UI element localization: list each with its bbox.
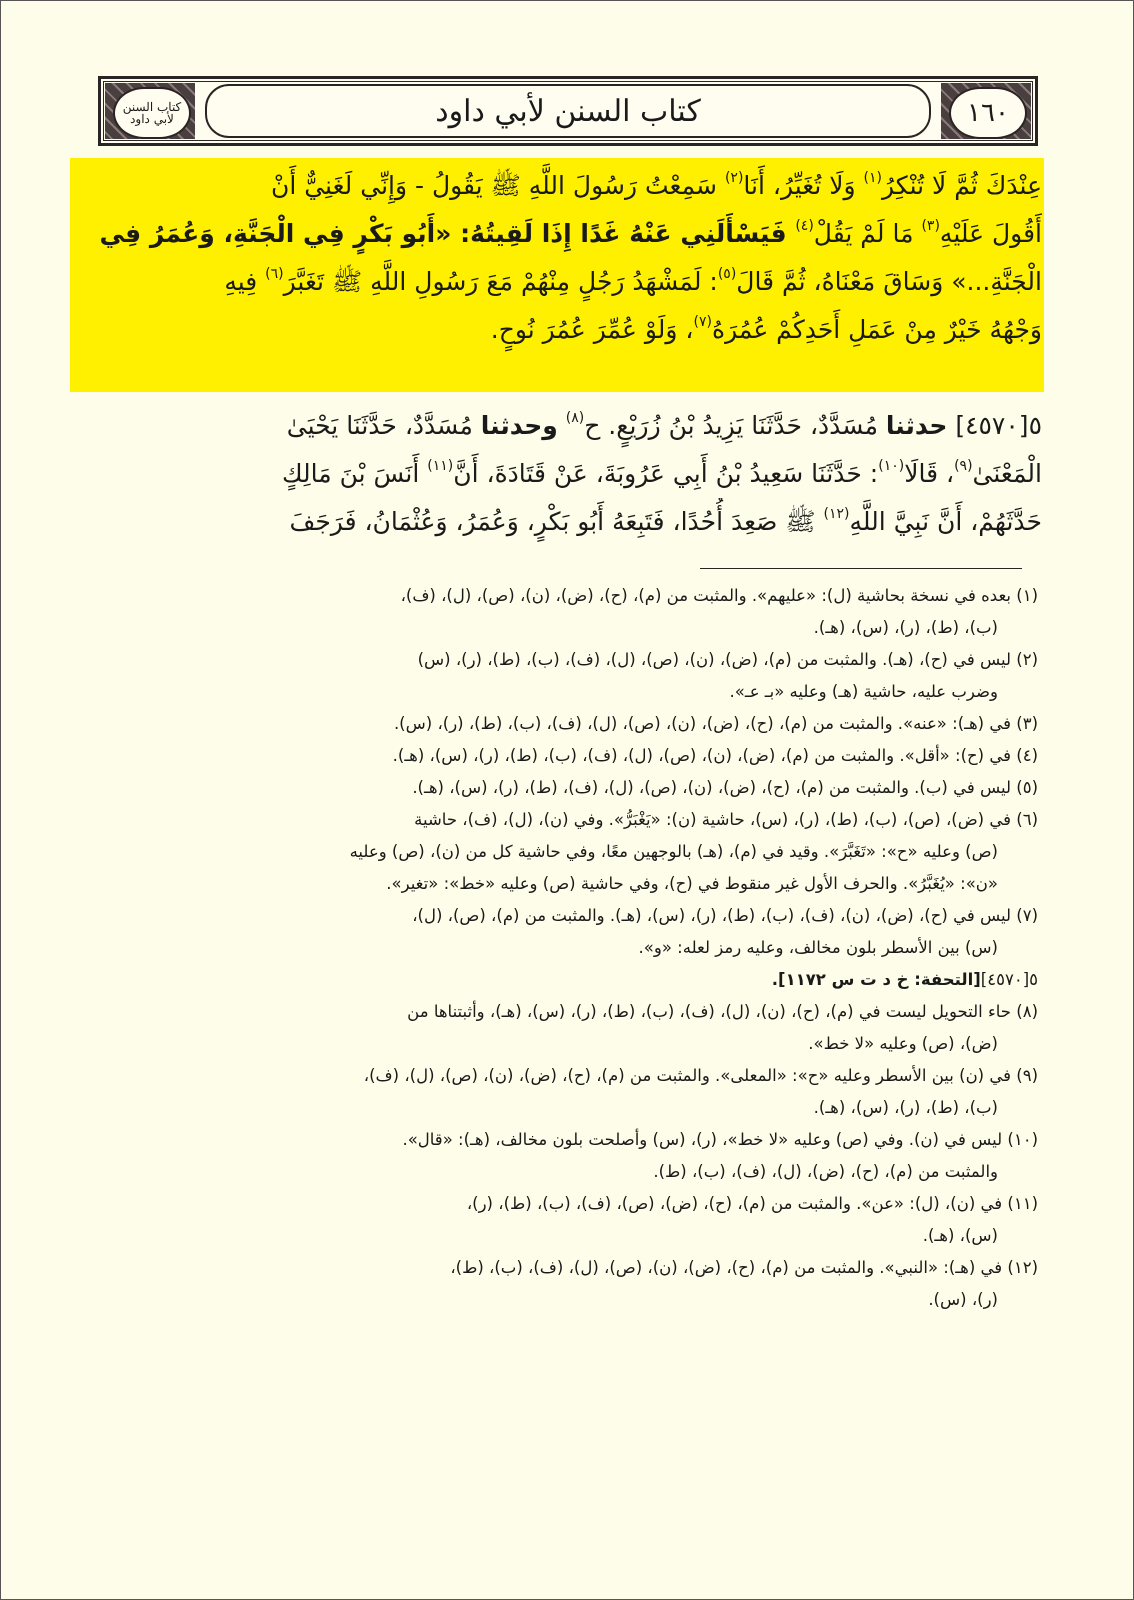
footnote-separator <box>700 568 1022 569</box>
text-run: حدثنا <box>885 411 948 440</box>
footnote-line: (ص) وعليه «ح»: «تَغَبَّرَ». وقيد في (م)، (هـ) بالوجهين معًا، وفي حاشية كل من (ن)، (ص) وعليه <box>349 842 998 861</box>
logo-ornament <box>105 83 195 139</box>
page-header <box>98 76 1038 146</box>
text-run: عِنْدَكَ ثُمَّ لَا تُنْكِرُ <box>882 171 1042 200</box>
text-run: ﷺ صَعِدَ أُحُدًا، فَتَبِعَهُ أَبُو بَكْرٍ، وَعُمَرُ، وَعُثْمَانُ، فَرَجَفَ <box>289 507 824 536</box>
footnote-12 <box>96 1252 1038 1316</box>
passage-line <box>96 210 1042 258</box>
text-run: : لَمَشْهَدُ رَجُلٍ مِنْهُمْ مَعَ رَسُولِ اللَّهِ ﷺ تَغَبَّرَ <box>283 267 718 296</box>
hadith-line <box>96 498 1042 546</box>
footnote-line: (٤) في (ح): «أقل». والمثبت من (م)، (ض)، (ن)، (ص)، (ل)، (ف)، (ب)، (ط)، (ر)، (س)، (هـ). <box>392 746 1038 765</box>
footnote-line: والمثبت من (م)، (ح)، (ض)، (ل)، (ف)، (ب)، (ط). <box>653 1162 998 1181</box>
page-number-ornament <box>941 83 1031 139</box>
footnote-line: (٥) ليس في (ب). والمثبت من (م)، (ح)، (ض)، (ن)، (ص)، (ل)، (ف)، (ط)، (ر)، (س)، (هـ). <box>412 778 1038 797</box>
reference-number: ٥[٤٥٧٠] <box>980 970 1038 989</box>
footnote-line: (١٠) ليس في (ن). وفي (ص) وعليه «لا خط»، (ر)، (س) وأصلحت بلون مخالف، (هـ): «قال». <box>402 1130 1038 1149</box>
footnote-3 <box>96 708 1038 740</box>
hadith-line <box>96 450 1042 498</box>
footnote-line: (ض)، (ص) وعليه «لا خط». <box>808 1034 998 1053</box>
book-logo: كتاب السنن لأبي داود <box>113 87 191 139</box>
footnote-line: (١١) في (ن)، (ل): «عن». والمثبت من (م)، (ح)، (ض)، (ص)، (ف)، (ب)، (ط)، (ر)، <box>466 1194 1038 1213</box>
footnote-line: (ب)، (ط)، (ر)، (س)، (هـ). <box>813 618 998 637</box>
book-title: كتاب السنن لأبي داود <box>205 84 931 138</box>
footnote-ref[interactable]: (٨) <box>565 410 585 426</box>
text-run: : حَدَّثَنَا سَعِيدُ بْنُ أَبِي عَرُوبَةَ، عَنْ قَتَادَةَ، أَنَّ <box>453 459 879 488</box>
text-run: وَجْهُهُ خَيْرٌ مِنْ عَمَلِ أَحَدِكُمْ عُمُرَهُ <box>711 315 1042 344</box>
passage-line <box>96 306 1042 354</box>
footnote-1 <box>96 580 1038 644</box>
footnote-ref[interactable]: (٤) <box>795 218 814 234</box>
footnote-line: (س) بين الأسطر بلون مخالف، وعليه رمز لعله: «و». <box>638 938 998 957</box>
hadith-number: ٥[٤٥٧٠] <box>947 411 1042 440</box>
footnotes <box>96 580 1038 1316</box>
footnote-line: (س)، (هـ). <box>922 1226 998 1245</box>
footnote-4 <box>96 740 1038 772</box>
footnote-7 <box>96 900 1038 964</box>
hadith-text <box>96 402 1042 546</box>
footnote-ref[interactable]: (١١) <box>427 458 454 474</box>
footnote-9 <box>96 1060 1038 1124</box>
footnote-ref[interactable]: (١٢) <box>823 506 850 522</box>
footnote-line: (٣) في (هـ): «عنه». والمثبت من (م)، (ح)، (ض)، (ن)، (ص)، (ل)، (ف)، (ب)، (ط)، (ر)، (س). <box>393 714 1038 733</box>
text-run: وَلَا تُغَيِّرُ، أَنَا <box>743 171 864 200</box>
footnote-ref[interactable]: (٣) <box>921 218 940 234</box>
footnote-line: (٩) في (ن) بين الأسطر وعليه «ح»: «المعلى». والمثبت من (م)، (ح)، (ض)، (ن)، (ص)، (ل)، (ف)، <box>363 1066 1038 1085</box>
text-run: مَا لَمْ يَقُلْ <box>813 219 922 248</box>
footnote-ref[interactable]: (٧) <box>693 314 712 330</box>
tuhfa-reference <box>96 964 1038 996</box>
footnote-line: وضرب عليه، حاشية (هـ) وعليه «بـ عـ». <box>729 682 998 701</box>
text-run: سَمِعْتُ رَسُولَ اللَّهِ ﷺ يَقُولُ - وَإِنِّي لَغَنِيٌّ أَنْ <box>270 171 725 200</box>
text-run: الْجَنَّةِ...» وَسَاقَ مَعْنَاهُ، ثُمَّ قَالَ <box>736 267 1042 296</box>
footnote-ref[interactable]: (٢) <box>724 170 744 186</box>
footnote-10 <box>96 1124 1038 1188</box>
text-run: وحدثنا <box>480 411 558 440</box>
footnote-8 <box>96 996 1038 1060</box>
text-run: ، قَالَا <box>904 459 955 488</box>
text-run: الْمَعْنَىٰ <box>972 459 1042 488</box>
footnote-ref[interactable]: (٩) <box>954 458 973 474</box>
text-run <box>558 411 566 440</box>
footnote-line: (٢) ليس في (ح)، (هـ). والمثبت من (م)، (ض)، (ن)، (ص)، (ل)، (ف)، (ب)، (ط)، (ر)، (س) <box>417 650 1038 669</box>
passage-line <box>96 162 1042 210</box>
footnote-5 <box>96 772 1038 804</box>
footnote-ref[interactable]: (٥) <box>717 266 737 282</box>
footnote-line: (٦) في (ض)، (ص)، (ب)، (ط)، (ر)، (س)، حاشية (ن): «يَغْبَرُّ». وفي (ن)، (ل)، (ف)، حاشية <box>414 810 1038 829</box>
passage-line <box>96 258 1042 306</box>
footnote-line: (١) بعده في نسخة بحاشية (ل): «عليهم». والمثبت من (م)، (ح)، (ض)، (ن)، (ص)، (ل)، (ف)، <box>400 586 1038 605</box>
text-run: فِيهِ <box>224 267 266 296</box>
footnote-11 <box>96 1188 1038 1252</box>
text-run: أَقُولَ عَلَيْهِ <box>939 219 1042 248</box>
text-run: ، وَلَوْ عُمِّرَ عُمُرَ نُوحٍ. <box>490 315 694 344</box>
footnote-line: (٧) ليس في (ح)، (ض)، (ن)، (ف)، (ب)، (ط)، (ر)، (س)، (هـ). والمثبت من (م)، (ص)، (ل)، <box>412 906 1038 925</box>
footnote-line: «ن»: «يُغَبَّرُ». والحرف الأول غير منقوط في (ح)، وفي حاشية (ص) وعليه «خط»: «تغير». <box>386 874 998 893</box>
footnote-ref[interactable]: (٦) <box>265 266 284 282</box>
footnote-line: (٨) حاء التحويل ليست في (م)، (ح)، (ن)، (ل)، (ف)، (ب)، (ط)، (ر)، (س)، (هـ)، وأثبتناها من <box>407 1002 1038 1021</box>
footnote-line: (ب)، (ط)، (ر)، (س)، (هـ). <box>813 1098 998 1117</box>
page-number: ١٦٠ <box>949 87 1027 139</box>
reference-text: [التحفة: خ د ت س ١١٧٢]. <box>771 970 981 989</box>
highlighted-passage <box>96 162 1042 354</box>
hadith-line <box>96 402 1042 450</box>
text-run: مُسَدَّدٌ، حَدَّثَنَا يَزِيدُ بْنُ زُرَيْعٍ. ح <box>584 411 886 440</box>
footnote-6 <box>96 804 1038 900</box>
text-run: أَنَسَ بْنَ مَالِكٍ <box>281 459 428 488</box>
footnote-line: (ر)، (س). <box>928 1290 998 1309</box>
footnote-ref[interactable]: (١٠) <box>878 458 905 474</box>
text-run: فَيَسْأَلَنِي عَنْهُ غَدًا إِذَا لَقِيتُهُ: «أَبُو بَكْرٍ فِي الْجَنَّةِ، وَعُمَرُ فِي <box>99 219 796 248</box>
footnote-line: (١٢) في (هـ): «النبي». والمثبت من (م)، (ح)، (ض)، (ن)، (ص)، (ل)، (ف)، (ب)، (ط)، <box>450 1258 1038 1277</box>
text-run: مُسَدَّدٌ، حَدَّثَنَا يَحْيَىٰ <box>286 411 481 440</box>
footnote-ref[interactable]: (١) <box>863 170 882 186</box>
text-run: حَدَّثَهُمْ، أَنَّ نَبِيَّ اللَّهِ <box>849 507 1042 536</box>
footnote-2 <box>96 644 1038 708</box>
